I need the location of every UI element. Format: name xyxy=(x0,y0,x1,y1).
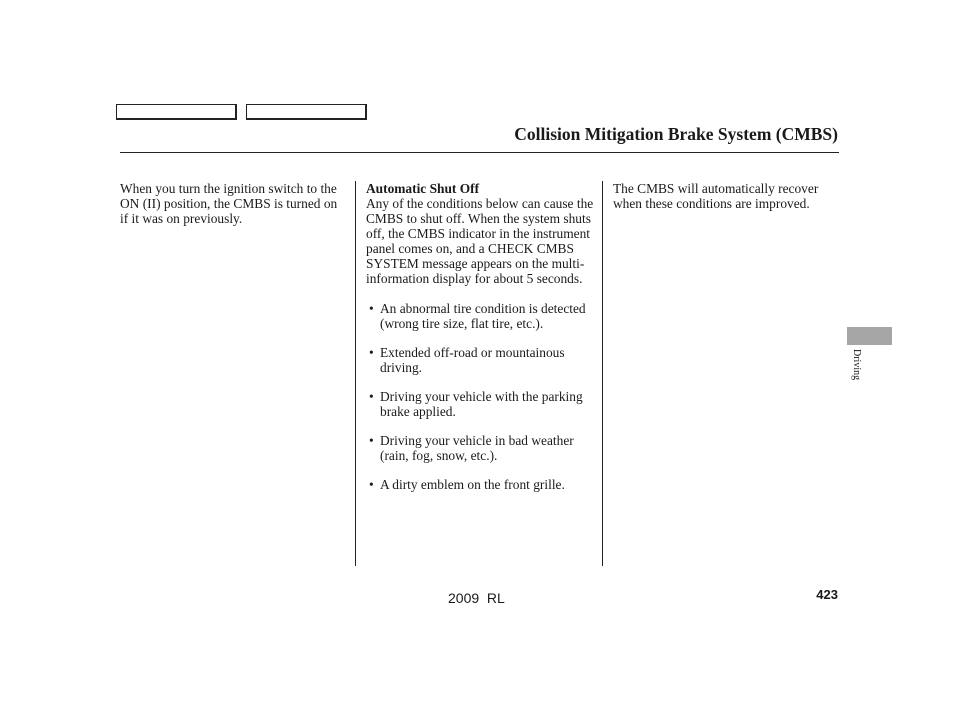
column-divider-left xyxy=(355,181,356,566)
title-divider xyxy=(120,152,839,153)
intro-paragraph: When you turn the ignition switch to the ON (II) position, the CMBS is turned on if it was on previously. xyxy=(120,181,338,226)
footer-model: 2009 RL xyxy=(448,590,505,606)
column-middle xyxy=(366,181,596,506)
list-item: • A dirty emblem on the front grille. xyxy=(369,477,565,492)
list-item: • Extended off-road or mountainous driving. xyxy=(369,345,565,375)
nav-button-previous[interactable] xyxy=(116,104,237,120)
page-number: 423 xyxy=(816,587,838,602)
list-item: • Driving your vehicle with the parking brake applied. xyxy=(369,389,583,419)
bullet-icon: • xyxy=(369,345,374,360)
page-title: Collision Mitigation Brake System (CMBS) xyxy=(514,124,838,144)
bullet-icon: • xyxy=(369,433,374,448)
condition-list xyxy=(366,301,596,492)
section-tab-label: Driving xyxy=(851,349,862,381)
nav-button-next[interactable] xyxy=(246,104,367,120)
bullet-icon: • xyxy=(369,301,374,316)
section-heading: Automatic Shut Off xyxy=(366,181,480,196)
section-tab[interactable] xyxy=(847,327,892,345)
column-right xyxy=(613,181,839,211)
column-left xyxy=(120,181,348,226)
recovery-paragraph: The CMBS will automatically recover when these conditions are improved. xyxy=(613,181,819,211)
list-item: • Driving your vehicle in bad weather (rain, fog, snow, etc.). xyxy=(369,433,574,463)
column-divider-right xyxy=(602,181,603,566)
list-item: • An abnormal tire condition is detected (wrong tire size, flat tire, etc.). xyxy=(369,301,586,331)
bullet-icon: • xyxy=(369,477,374,492)
shutoff-paragraph: Any of the conditions below can cause the CMBS to shut off. When the system shuts off, the CMBS indicator in the instrument panel comes on, and a CHECK CMBS SYSTEM message appears on the multi-information display for about 5 seconds. xyxy=(366,196,594,286)
bullet-icon: • xyxy=(369,389,374,404)
